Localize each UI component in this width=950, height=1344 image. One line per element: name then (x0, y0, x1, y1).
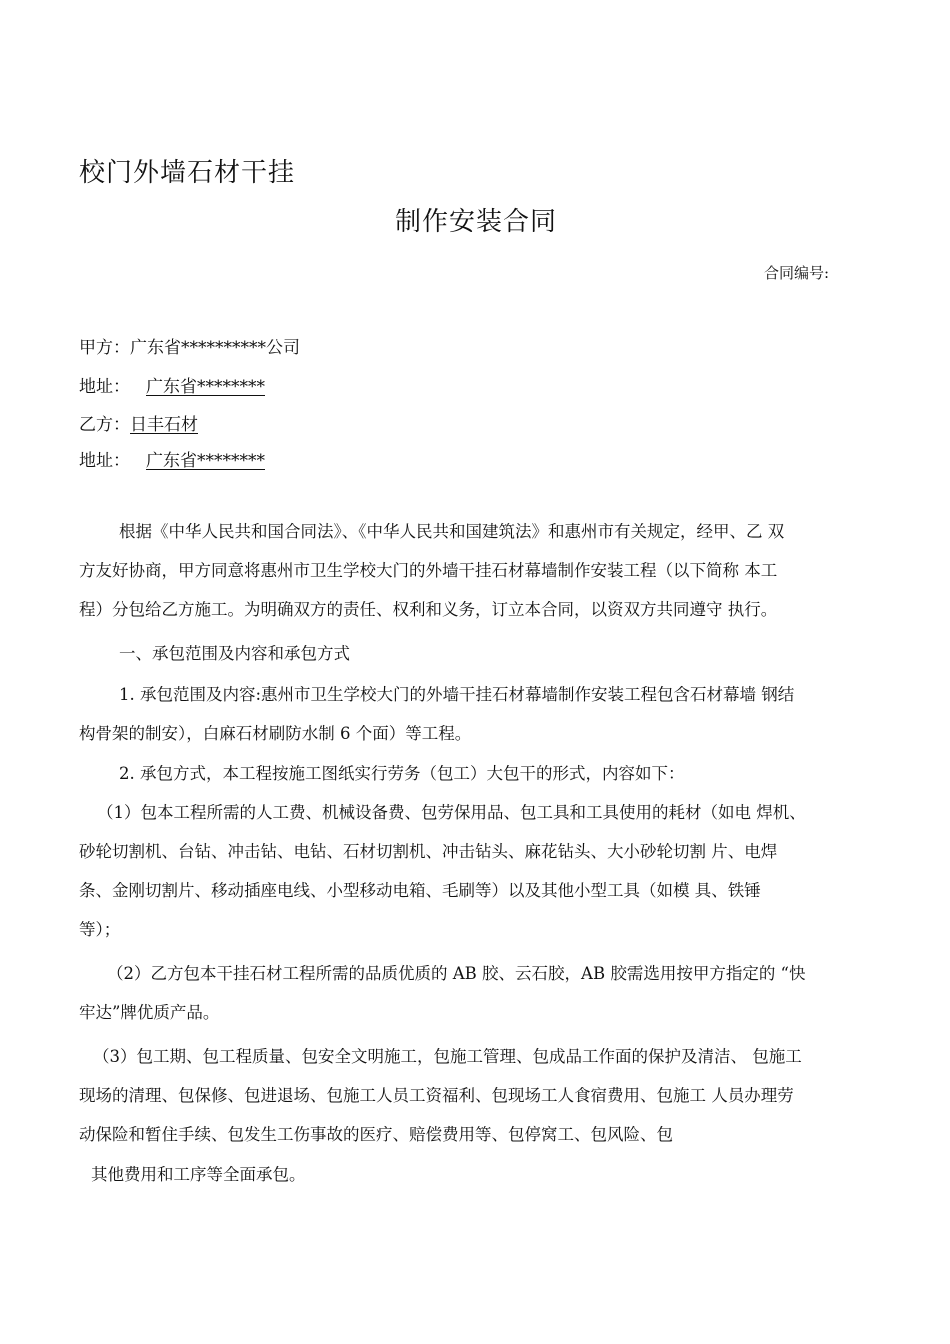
intro-paragraph (79, 512, 879, 629)
party-b-address-label: 地址： (79, 451, 130, 471)
intro-line-1: 根据《中华人民共和国合同法》、《中华人民共和国建筑法》和惠州市有关规定，经甲、乙 双 (119, 522, 785, 541)
closing-paragraph (79, 1155, 879, 1194)
party-a-value: 广东省**********公司 (130, 338, 300, 358)
intro-line-2: 方友好协商，甲方同意将惠州市卫生学校大门的外墙干挂石材幕墙制作安装工程（以下简称 本工 (79, 561, 778, 580)
sub1-paragraph (79, 793, 879, 949)
sub2-line-2: 牢达”牌优质产品。 (79, 1003, 220, 1022)
sub1-line-3: 条、金刚切割片、移动插座电线、小型移动电箱、毛刷等）以及其他小型工具（如模 具、铁锤 (79, 881, 761, 900)
closing-line-1: 其他费用和工序等全面承包。 (91, 1165, 306, 1184)
party-a-address-row (79, 372, 265, 397)
sub3-line-1: （3）包工期、包工程质量、包安全文明施工，包施工管理、包成品工作面的保护及清洁、 包施工 (93, 1047, 802, 1066)
party-b-address-value: 广东省******** (146, 451, 265, 471)
party-a-row (79, 333, 300, 358)
party-a-label: 甲方： (79, 338, 130, 358)
sub2-paragraph (79, 954, 879, 1032)
party-b-value: 日丰石材 (130, 415, 198, 435)
sub1-line-2: 砂轮切割机、台钻、冲击钻、电钻、石材切割机、冲击钻头、麻花钻头、大小砂轮切割 片、电焊 (79, 842, 778, 861)
item1-line-2: 构骨架的制安），白麻石材刷防水制 6 个面）等工程。 (79, 724, 472, 743)
item2-paragraph (79, 754, 879, 793)
party-b-address-row (79, 446, 265, 471)
party-b-row (79, 410, 198, 435)
party-a-address-label: 地址： (79, 377, 130, 397)
document-title-line1: 校门外墙石材干挂 (79, 158, 296, 188)
sub3-line-2: 现场的清理、包保修、包进退场、包施工人员工资福利、包现场工人食宿费用、包施工 人员办理劳 (79, 1086, 794, 1105)
sub3-paragraph (79, 1037, 879, 1154)
sub1-line-4: 等）； (79, 920, 121, 939)
item1-line-1: 1. 承包范围及内容:惠州市卫生学校大门的外墙干挂石材幕墙制作安装工程包含石材幕墙 钢结 (119, 685, 795, 704)
section1-heading (79, 634, 879, 673)
item2-line-1: 2. 承包方式，本工程按施工图纸实行劳务（包工）大包干的形式，内容如下： (119, 764, 685, 783)
sub1-line-1: （1）包本工程所需的人工费、机械设备费、包劳保用品、包工具和工具使用的耗材（如电 焊机、 (97, 803, 806, 822)
party-a-address-value: 广东省******** (146, 377, 265, 397)
contract-number-label: 合同编号: (764, 264, 830, 282)
party-b-label: 乙方： (79, 415, 130, 435)
document-title-line2: 制作安装合同 (395, 207, 558, 237)
sub3-line-3: 动保险和暂住手续、包发生工伤事故的医疗、赔偿费用等、包停窝工、包风险、包 (79, 1125, 673, 1144)
sub2-line-1: （2）乙方包本干挂石材工程所需的品质优质的 AB 胶、云石胶，AB 胶需选用按甲方指定的 “快 (107, 964, 806, 983)
section1-heading-text: 一、承包范围及内容和承包方式 (119, 644, 350, 663)
intro-line-3: 程）分包给乙方施工。为明确双方的责任、权利和义务，订立本合同，以资双方共同遵守 执行。 (79, 600, 778, 619)
item1-paragraph (79, 675, 879, 753)
